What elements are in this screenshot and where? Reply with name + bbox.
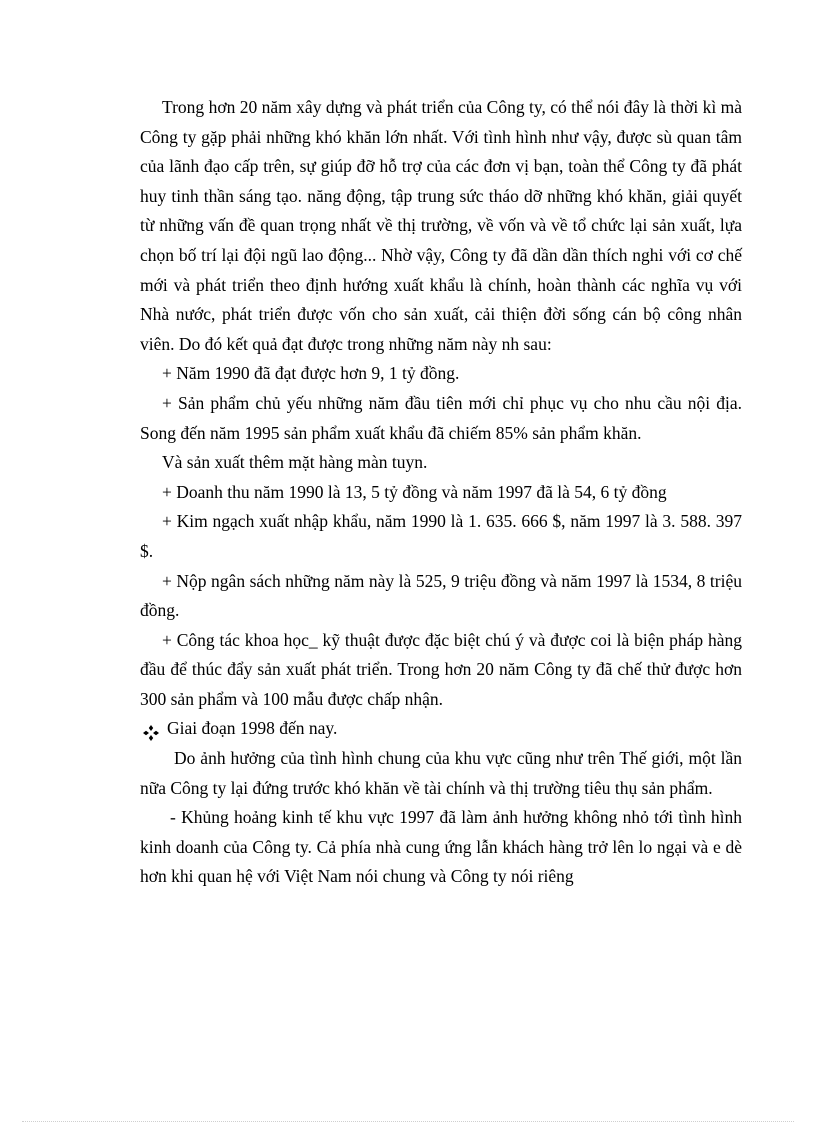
- four-diamond-bullet-icon: [143, 721, 159, 737]
- section-heading-1998: [140, 714, 742, 744]
- list-item-revenue-1990: + Năm 1990 đã đạt được hơn 9, 1 tỷ đồng.: [162, 363, 460, 384]
- section-heading-text: Giai đoạn 1998 đến nay.: [167, 718, 338, 739]
- list-item-budget: + Nộp ngân sách những năm này là 525, 9 triệu đồng và năm 1997 là 1534, 8 triệu đồng.: [140, 570, 742, 621]
- paragraph-economic-crisis: - Khủng hoảng kinh tế khu vực 1997 đã làm ảnh hưởng không nhỏ tới tình hình kinh doanh của Công ty. Cả phía nhà cung ứng lẫn khách hàng trở lên lo ngại và e dè hơn khi quan hệ với Việt Nam nói chung và Công ty nói riêng: [140, 807, 742, 887]
- list-item-main-products: + Sản phẩm chủ yếu những năm đầu tiên mới chỉ phục vụ cho nhu cầu nội địa. Song đến năm 1995 sản phẩm xuất khẩu đã chiếm 85% sản phẩm khăn.: [140, 392, 742, 443]
- list-item-turnover: + Doanh thu năm 1990 là 13, 5 tỷ đồng và năm 1997 đã là 54, 6 tỷ đồng: [162, 481, 667, 502]
- page-bottom-border: [22, 1121, 794, 1122]
- list-item-import-export: + Kim ngạch xuất nhập khẩu, năm 1990 là 1. 635. 666 $, năm 1997 là 3. 588. 397 $.: [140, 511, 742, 561]
- list-item-science-technology: + Công tác khoa học_ kỹ thuật được đặc biệt chú ý và được coi là biện pháp hàng đầu để thúc đẩy sản xuất phát triển. Trong hơn 20 năm Công ty đã chế thử được hơn 300 sản phẩm và 100 mẫu được chấp nhận.: [140, 629, 742, 709]
- document-page: [140, 93, 742, 892]
- paragraph-intro: Trong hơn 20 năm xây dựng và phát triển của Công ty, có thể nói đây là thời kì mà Công ty gặp phải những khó khăn lớn nhất. Với tình hình như vậy, được sù quan tâm của lãnh đạo cấp trên, sự giúp đỡ hỗ trợ của các đơn vị bạn, toàn thể Công ty đã phát huy tinh thần sáng tạo. năng động, tập trung sức tháo dỡ những khó khăn, giải quyết từ những vấn đề quan trọng nhất về thị trường, về vốn và về tổ chức lại sản xuất, lựa chọn bố trí lại đội ngũ lao động... Nhờ vậy, Công ty đã dần dần thích nghi với cơ chế mới và phát triển theo định hướng xuất khẩu là chính, hoàn thành các nghĩa vụ với Nhà nước, phát triển được vốn cho sản xuất, cải thiện đời sống cán bộ công nhân viên. Do đó kết quả đạt được trong những năm này nh sau:: [140, 97, 742, 354]
- paragraph-mosquito-net: Và sản xuất thêm mặt hàng màn tuyn.: [162, 452, 428, 473]
- paragraph-regional-situation: Do ảnh hưởng của tình hình chung của khu vực cũng như trên Thế giới, một lần nữa Công ty lại đứng trước khó khăn về tài chính và thị trường tiêu thụ sản phẩm.: [140, 748, 742, 798]
